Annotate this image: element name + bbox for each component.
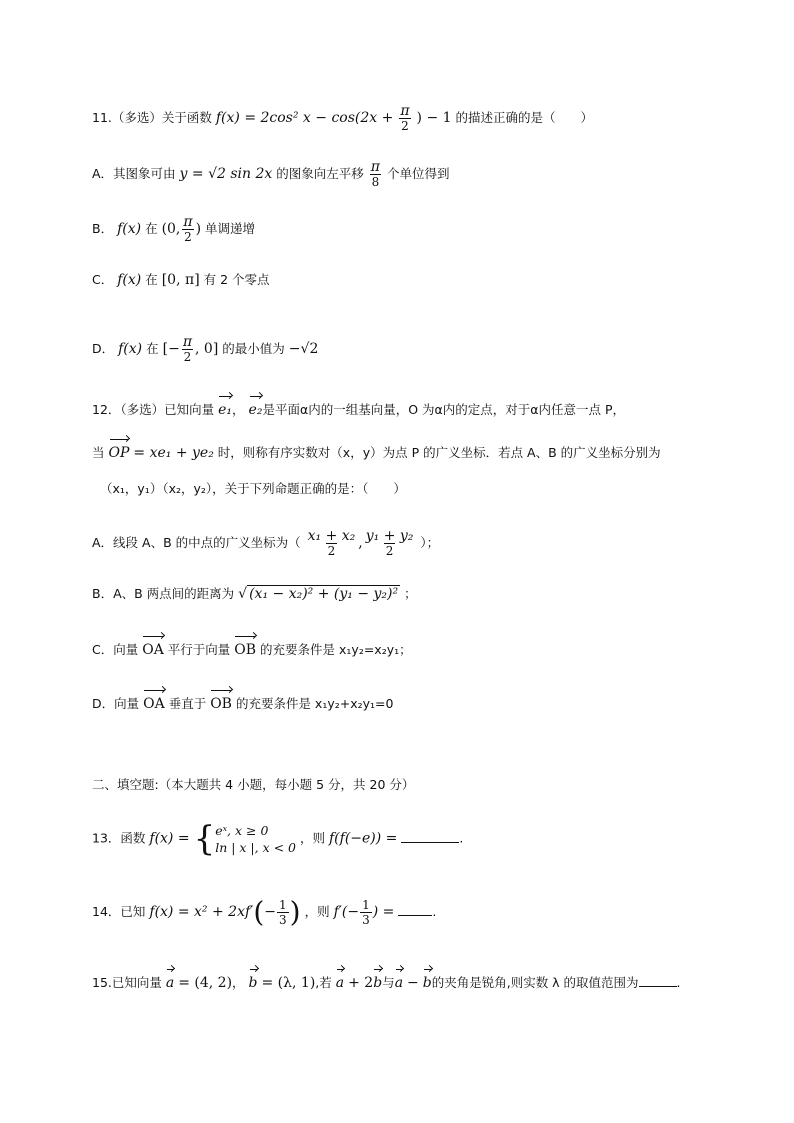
q11-option-a: A．其图象可由 y = √2 sin 2x 的图象向左平移 $\frac{\pi}{8}$ 个单位得到 [92, 159, 450, 189]
left-brace: { [193, 819, 216, 859]
q14: 14．已知 f(x) = x² + 2xf′(− $\frac{1}{3}$ ) ，则 f′(− $\frac{1}{3}$ ) = . [92, 895, 437, 929]
vector-a: a [165, 975, 175, 991]
right-paren: ) [289, 895, 301, 929]
section-heading: 二、填空题:（本大题共 4 小题，每小题 5 分，共 20 分） [92, 777, 415, 792]
fraction: $\frac{\pi}{2}$ [182, 334, 193, 364]
q11-option-c: C． f(x) 在 [0, π] 有 2 个零点 [92, 272, 270, 288]
fraction: $\frac{1}{3}$ [362, 898, 370, 927]
q11-option-b: B． f(x) 在 (0, $\frac{\pi}{2}$ ) 单调递增 [92, 214, 256, 244]
q15: 15.已知向量 a = (4, 2)， b = (λ, 1),若 a + 2b与a − b的夹角是锐角,则实数 λ 的取值范围为 . [92, 975, 681, 991]
answer-blank[interactable] [398, 915, 432, 916]
left-paren: ( [253, 895, 265, 929]
vector-b: b [373, 975, 383, 991]
fraction: $\frac{\text{x₁ + x₂}}{2}$ [307, 528, 356, 558]
fraction: $\frac{\text{y₁ + y₂}}{2}$ [365, 528, 414, 558]
answer-blank[interactable] [639, 986, 677, 987]
q12-option-b: B．A、B 两点间的距离为 √ (x₁ − x₂)² + (y₁ − y₂)² ； [92, 586, 417, 602]
answer-blank[interactable] [401, 842, 459, 843]
piecewise-cases: eˣ, x ≥ 0 ln | x |, x < 0 [215, 823, 297, 855]
fraction: $\frac{1}{3}$ [279, 898, 287, 927]
vector-b: b [422, 975, 432, 991]
vector-b: b [248, 975, 258, 991]
q11-option-d: D． f(x) 在 [− $\frac{\pi}{2}$ , 0] 的最小值为 −√2 [92, 334, 319, 364]
sqrt-symbol: √ [238, 586, 248, 602]
q12-option-d: D．向量 OA 垂直于 OB 的充要条件是 x₁y₂+x₂y₁=0 [92, 696, 394, 712]
q12-option-a: A．线段 A、B 的中点的广义坐标为（ $\frac{\text{x₁ + x₂}}{2}$ , $\frac{\text{y₁ + y₂}}{2}$ ）； [92, 528, 440, 558]
fraction: $\frac{\pi}{8}$ [370, 159, 380, 189]
q12-option-c: C．向量 OA 平行于向量 OB 的充要条件是 x₁y₂=x₂y₁； [92, 642, 412, 658]
fraction: $\frac{\pi}{2}$ [183, 214, 193, 244]
q11-stem: 11.（多选）关于函数 f(x) = 2cos² x − cos(2x + $\frac{\pi}{2}$ ) − 1 的描述正确的是（ ） [92, 103, 594, 133]
q12-stem-line3: （x₁，y₁）（x₂，y₂），关于下列命题正确的是：（ ） [100, 481, 406, 496]
vector-a: a [335, 975, 345, 991]
q13: 13．函数 f(x) = { eˣ, x ≥ 0 ln | x |, x < 0 ，则 f(f(−e)) = . [92, 819, 464, 859]
q12-stem-line1: 12．（多选）已知向量 e₁， e₂是平面α内的一组基向量，O 为α内的定点，对于α内任意一点 P， [92, 402, 625, 418]
fraction: $\frac{\pi}{2}$ [400, 103, 410, 133]
q12-stem-line2: 当 OP = xe₁ + ye₂ 时，则称有序实数对（x，y）为点 P 的广义坐标．若点 A、B 的广义坐标分别为 [92, 445, 661, 461]
vector-a: a [394, 975, 404, 991]
